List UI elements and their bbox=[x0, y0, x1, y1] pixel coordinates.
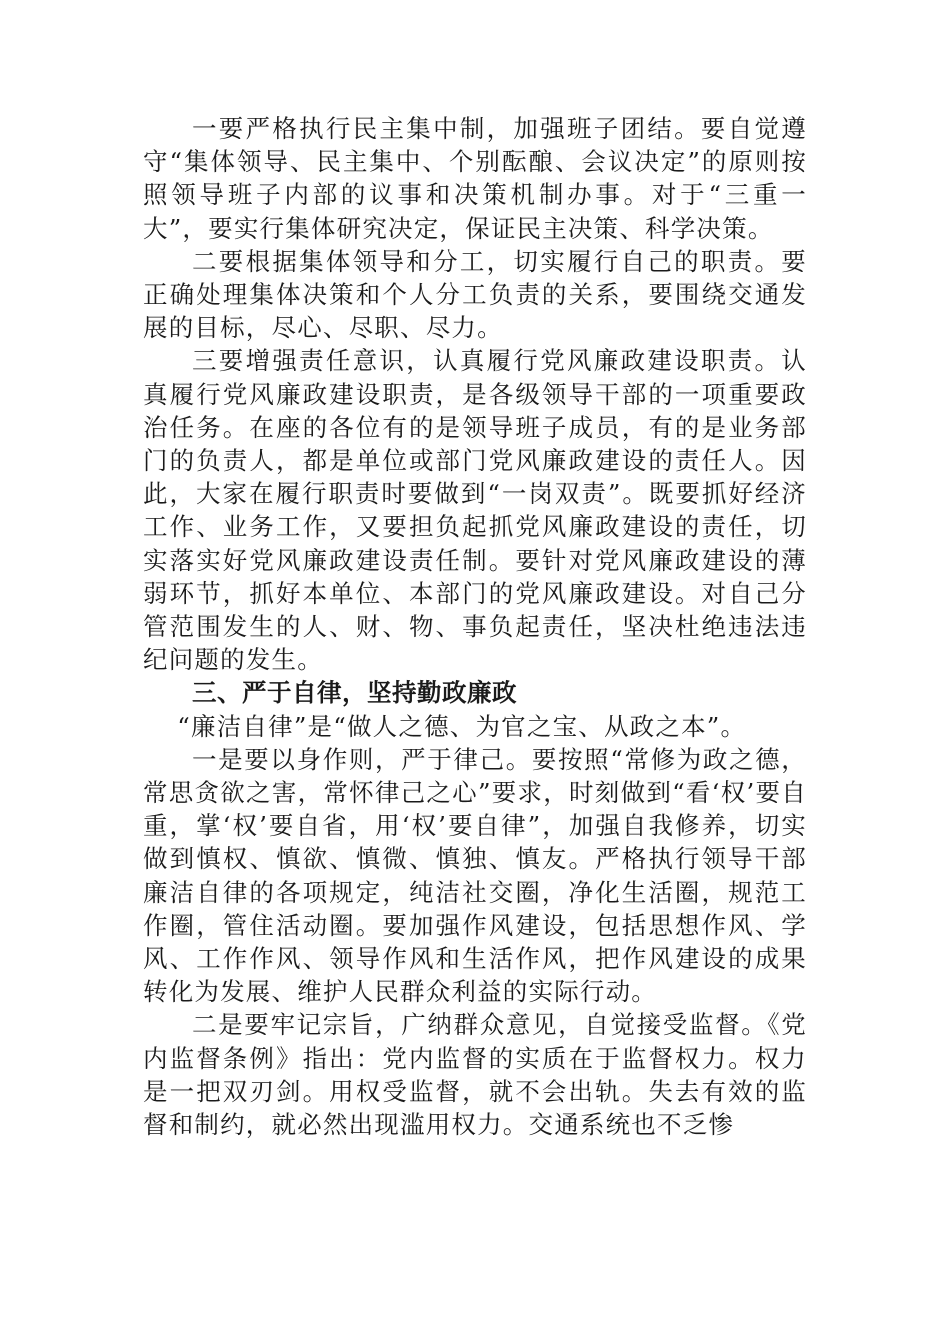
paragraph-self-discipline: 一是要以身作则，严于律己。要按照“常修为政之德，常思贪欲之害，常怀律己之心”要求，时刻做到“看‘权’要自重，掌‘权’要自省，用‘权’要自律”，加强自我修养，切实做到慎权、慎欲、慎微、慎独、慎友。严格执行领导干部廉洁自律的各项规定，纯洁社交圈，净化生活圈，规范工作圈，管住活动圈。要加强作风建设，包括思想作风、学风、工作作风、领导作风和生活作风，把作风建设的成果转化为发展、维护人民群众利益的实际行动。 bbox=[143, 744, 807, 1007]
paragraph-democratic-centralism: 一要严格执行民主集中制，加强班子团结。要自觉遵守“集体领导、民主集中、个别酝酿、会议决定”的原则按照领导班子内部的议事和决策机制办事。对于“三重一大”，要实行集体研究决定，保证民主决策、科学决策。 bbox=[143, 114, 807, 243]
paragraph-responsibility: 三要增强责任意识，认真履行党风廉政建设职责。认真履行党风廉政建设职责，是各级领导干部的一项重要政治任务。在座的各位有的是领导班子成员，有的是业务部门的负责人，都是单位或部门党风廉政建设的责任人。因此，大家在履行职责时要做到“一岗双责”。既要抓好经济工作、业务工作，又要担负起抓党风廉政建设的责任，切实落实好党风廉政建设责任制。要针对党风廉政建设的薄弱环节，抓好本单位、本部门的党风廉政建设。对自己分管范围发生的人、财、物、事负起责任，坚决杜绝违法违纪问题的发生。 bbox=[143, 346, 807, 675]
paragraph-collective-leadership: 二要根据集体领导和分工，切实履行自己的职责。要正确处理集体决策和个人分工负责的关系，要围绕交通发展的目标，尽心、尽职、尽力。 bbox=[143, 246, 807, 343]
section-heading: 三、严于自律，坚持勤政廉政 bbox=[192, 678, 517, 708]
document-page bbox=[143, 112, 807, 1141]
quote-line: “廉洁自律”是“做人之德、为官之宝、从政之本”。 bbox=[177, 711, 747, 741]
paragraph-supervision: 二是要牢记宗旨，广纳群众意见，自觉接受监督。《党内监督条例》指出：党内监督的实质在于监督权力。权力是一把双刃剑。用权受监督，就不会出轨。失去有效的监督和制约，就必然出现滥用权力。交通系统也不乏惨 bbox=[143, 1010, 807, 1140]
